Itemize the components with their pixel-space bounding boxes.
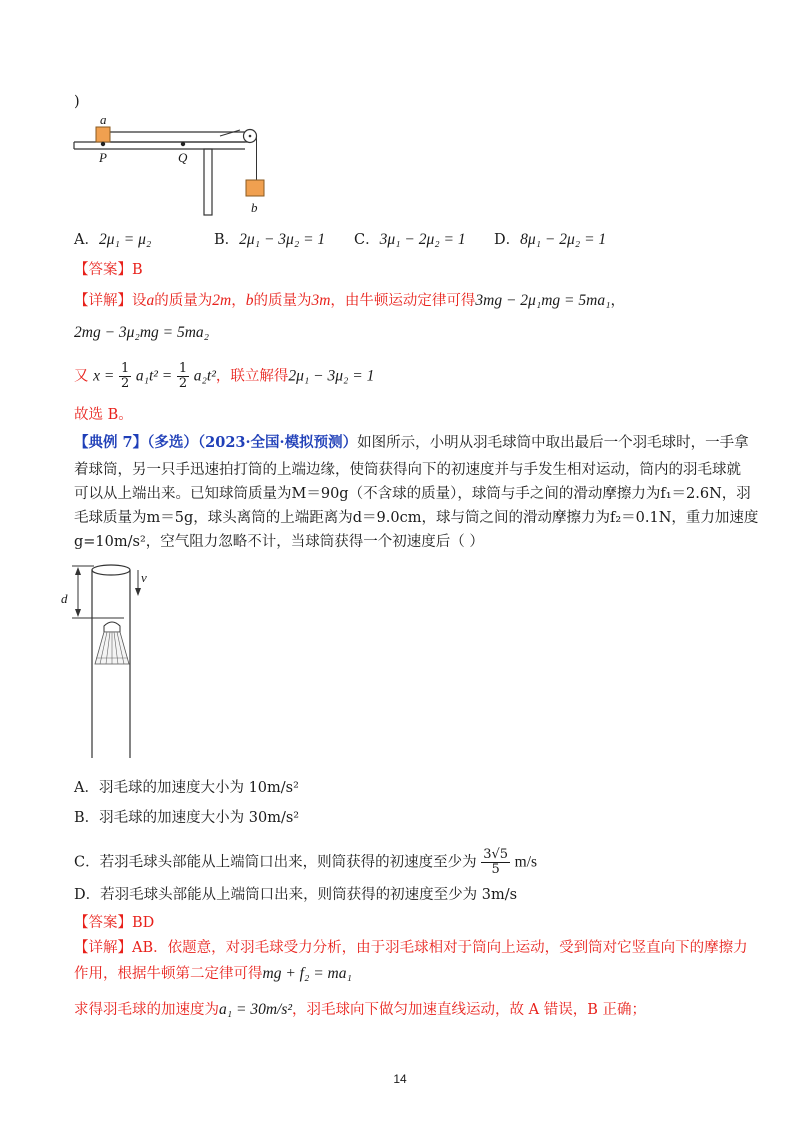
block-a — [96, 127, 110, 142]
option-2D: D．若羽毛球头部能从上端筒口出来，则筒获得的初速度至少为 3m/s — [74, 887, 518, 903]
equation-1: 3mg − 2μ₁mg = 5ma₁ — [475, 292, 611, 309]
example-7-line1: 【典例 7】（多选）（2023·全国·模拟预测）如图所示，小明从羽毛球筒中取出最后一个羽毛球时，一手拿 — [74, 434, 749, 451]
question-tail-paren: ) — [74, 94, 80, 110]
option-1B: B．2μ₁ − 3μ₂ = 1 — [214, 231, 326, 248]
shuttlecock-tube-figure — [66, 560, 156, 766]
detail-2-line2: 作用，根据牛顿第二定律可得mg + f₂ = ma₁ — [74, 965, 352, 982]
label-Q: Q — [178, 150, 188, 165]
pulley-figure — [70, 118, 270, 222]
detail-1-line3: 又 x = $\frac{1}{2}$ a₁t² = $\frac{1}{2}$ a₂t²，联立解得2μ₁ − 3μ₂ = 1 — [74, 361, 375, 391]
answer-2: 【答案】BD — [74, 915, 155, 931]
example-7-tag: 【典例 7】（多选）（2023·全国·模拟预测） — [74, 434, 358, 451]
example-7-line5: g=10m/s²，空气阻力忽略不计，当球筒获得一个初速度后（ ） — [74, 534, 484, 550]
option-2A: A．羽毛球的加速度大小为 10m/s² — [74, 780, 299, 796]
page-number: 14 — [393, 1072, 407, 1086]
option-2B: B．羽毛球的加速度大小为 30m/s² — [74, 810, 300, 826]
equation-acceleration: a₁ = 30m/s² — [219, 1001, 293, 1018]
detail-1-line1: 【详解】设a的质量为2m，b的质量为3m，由牛顿运动定律可得3mg − 2μ₁mg = 5ma₁， — [74, 292, 625, 309]
example-7-line4: 毛球质量为m＝5g，球头离筒的上端距离为d＝9.0cm，球与筒之间的滑动摩擦力为f₂＝0.1N，重力加速度 — [74, 510, 759, 526]
shuttlecock-head — [104, 622, 120, 632]
label-b: b — [251, 200, 258, 215]
label-P: P — [99, 150, 107, 165]
label-d: d — [61, 591, 68, 606]
tube-mouth — [92, 565, 130, 575]
detail-1-line2 — [74, 323, 209, 343]
point-Q — [181, 142, 185, 146]
option-1D: D．8μ₁ − 2μ₂ = 1 — [494, 231, 607, 248]
equation-4: 2μ₁ − 3μ₂ = 1 — [288, 367, 375, 385]
table-leg — [204, 149, 212, 215]
answer-1: 【答案】B — [74, 262, 143, 278]
option-2C: C．若羽毛球头部能从上端筒口出来，则筒获得的初速度至少为 $\frac{3√5}{5}$ m/s — [74, 847, 538, 877]
label-v: v — [141, 570, 147, 585]
label-a: a — [100, 112, 107, 127]
option-1A: A．2μ₁ = μ₂ — [74, 231, 152, 248]
detail-2-line1: 【详解】AB．依题意，对羽毛球受力分析，由于羽毛球相对于筒向上运动，受到筒对它竖直向下的摩擦力 — [74, 940, 748, 956]
block-b — [246, 180, 264, 196]
detail-2-line3: 求得羽毛球的加速度为a₁ = 30m/s²，羽毛球向下做匀加速直线运动，故 A 错误，B 正确； — [74, 1001, 646, 1018]
option-1C: C．3μ₁ − 2μ₂ = 1 — [354, 231, 466, 248]
detail-1-conclusion: 故选 B。 — [74, 407, 133, 423]
point-P — [101, 142, 105, 146]
example-7-line2: 着球筒，另一只手迅速拍打筒的上端边缘，使筒获得向下的初速度并与手发生相对运动，筒内的羽毛球就 — [74, 462, 741, 478]
fraction-3sqrt5-over-5: $\frac{3√5}{5}$ — [483, 847, 509, 877]
equation-2: 2mg − 3μ₂mg = 5ma₂ — [74, 324, 210, 341]
fraction-half-2: $\frac{1}{2}$ — [178, 361, 188, 391]
fraction-half-1: $\frac{1}{2}$ — [120, 361, 130, 391]
equation-newton: mg + f₂ = ma₁ — [262, 965, 352, 982]
example-7-line3: 可以从上端出来。已知球筒质量为M＝90g（不含球的质量），球筒与手之间的滑动摩擦力为f₁＝2.6N，羽 — [74, 486, 751, 502]
